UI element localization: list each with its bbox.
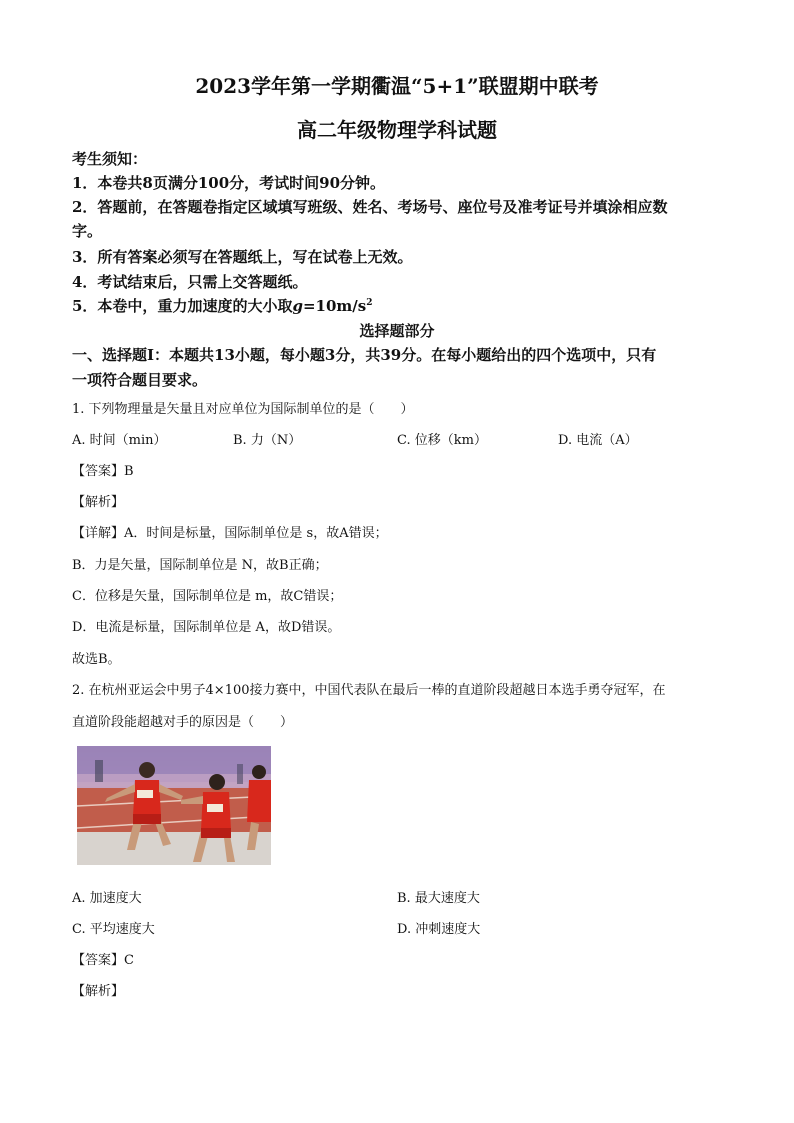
q2-option-d: D. 冲刺速度大 [397,922,481,937]
gravity-value: =10m/s [302,297,367,315]
notice-item-1: 1．本卷共8页满分100分，考试时间90分钟。 [72,174,386,192]
q1-option-d: D. 电流（A） [558,433,638,448]
q1-answer-value: B [124,464,134,479]
q1-detail-line2: B．力是矢量，国际制单位是 N，故B正确； [72,558,328,573]
notice-item-5-prefix: 5．本卷中，重力加速度的大小取 [72,297,293,315]
q1-detail-text-a: A．时间是标量，国际制单位是 s，故A错误； [124,526,388,541]
section-title: 选择题部分 [359,322,435,340]
q2-answer-tag: 【答案】 [72,953,125,968]
q2-analysis-tag: 【解析】 [72,984,125,999]
q2-option-b: B. 最大速度大 [397,891,480,906]
notice-item-5 [72,295,372,316]
exam-title: 2023学年第一学期衢温“5+1”联盟期中联考 [195,74,599,98]
notice-item-4: 4．考试结束后，只需上交答题纸。 [72,273,308,291]
exam-subtitle: 高二年级物理学科试题 [297,118,497,142]
q2-option-a: A. 加速度大 [72,891,142,906]
q1-detail-line4: D．电流是标量，国际制单位是 A，故D错误。 [72,620,341,635]
q1-stem: 1. 下列物理量是矢量且对应单位为国际制单位的是（ ） [72,402,414,417]
q1-option-b: B. 力（N） [233,433,302,448]
notice-item-2: 2．答题前，在答题卷指定区域填写班级、姓名、考场号、座位号及准考证号并填涂相应数 [72,198,668,216]
q1-detail-line1 [72,522,388,541]
q2-stem-line2: 直道阶段能超越对手的原因是（ ） [72,715,294,730]
relay-race-illustration [77,746,271,865]
section-intro-line2: 一项符合题目要求。 [72,371,208,389]
q1-answer-tag: 【答案】 [72,464,125,479]
gravity-symbol: g [292,297,303,315]
q2-option-c: C. 平均速度大 [72,922,155,937]
relay-race-photo [77,746,271,865]
notice-item-2-cont: 字。 [72,222,103,240]
notice-item-3: 3．所有答案必须写在答题纸上，写在试卷上无效。 [72,248,413,266]
q1-option-a: A. 时间（min） [72,433,167,448]
q2-answer [72,949,134,968]
notice-heading: 考生须知： [72,150,148,168]
q2-answer-value: C [124,953,134,968]
q1-detail-tag: 【详解】 [72,526,125,541]
gravity-exponent: 2 [366,298,373,308]
q2-stem-line1: 2. 在杭州亚运会中男子4×100接力赛中，中国代表队在最后一棒的直道阶段超越日本选手勇夺冠军，在 [72,683,666,698]
q1-analysis-tag: 【解析】 [72,495,125,510]
q1-option-c: C. 位移（km） [397,433,487,448]
q1-detail-line3: C．位移是矢量，国际制单位是 m，故C错误； [72,589,343,604]
section-intro-line1: 一、选择题Ⅰ：本题共13小题，每小题3分，共39分。在每小题给出的四个选项中，只有 [72,346,657,364]
q1-answer [72,460,134,479]
q1-conclusion: 故选B。 [72,652,121,667]
